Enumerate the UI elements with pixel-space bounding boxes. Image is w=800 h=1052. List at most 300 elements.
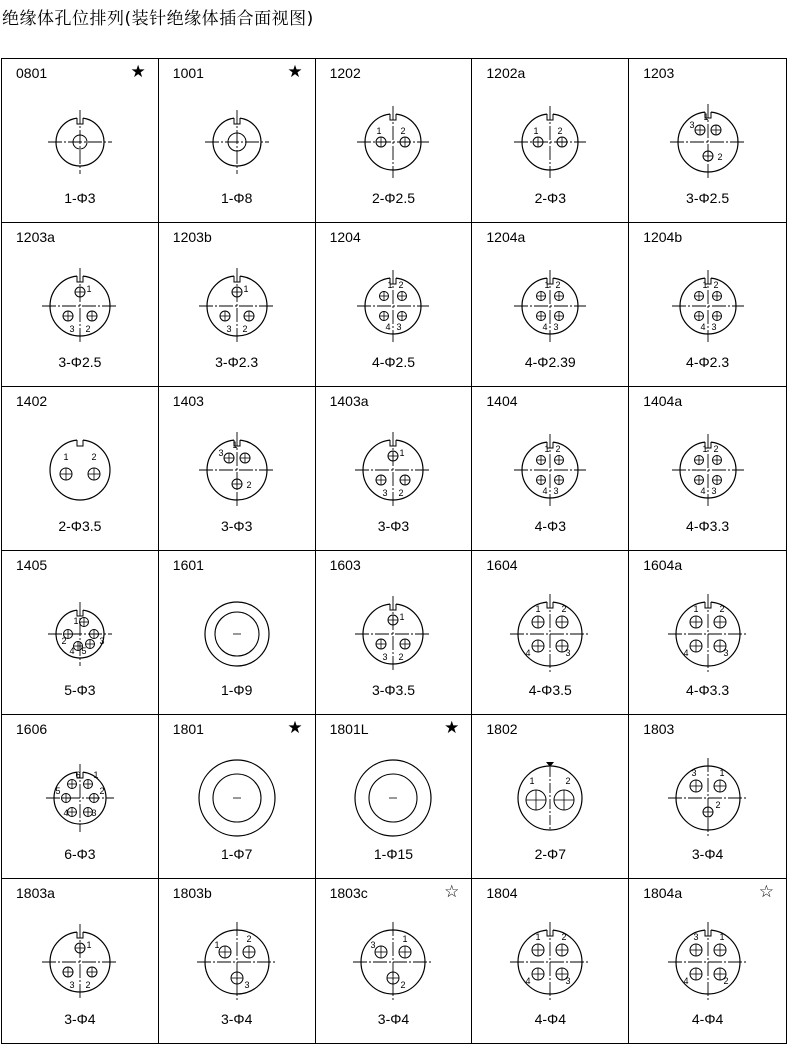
insulator-outline <box>355 596 431 672</box>
insulator-outline <box>42 924 118 1000</box>
pin-hole <box>712 292 721 301</box>
layout-code: 1403a <box>329 393 369 409</box>
pin-hole <box>87 311 97 321</box>
pin-number-label: 2 <box>713 280 719 290</box>
pin-hole <box>714 780 726 792</box>
pin-number-label: 1 <box>214 940 220 950</box>
layout-code: 1804a <box>643 885 683 901</box>
pin-hole <box>537 456 546 465</box>
pin-layout-diagram <box>25 579 135 689</box>
pin-hole <box>89 630 98 639</box>
pin-hole <box>375 946 387 958</box>
connector-cell-1603 <box>316 551 473 715</box>
pin-hole <box>703 807 713 817</box>
pin-hole <box>533 137 543 147</box>
pin-hole <box>695 125 705 135</box>
pin-number-label: 2 <box>398 280 404 290</box>
pin-number-label: 2 <box>561 932 567 942</box>
connector-cell-1801L <box>316 715 473 879</box>
layout-code: 1405 <box>16 557 48 573</box>
pin-layout-diagram <box>338 251 448 361</box>
pin-hole <box>243 946 255 958</box>
connector-cell-1203a <box>2 223 159 387</box>
layout-code: 1606 <box>16 721 48 737</box>
connector-cell-0801 <box>2 59 159 223</box>
pin-layout-diagram <box>653 743 763 853</box>
pin-layout-diagram <box>338 743 448 853</box>
pin-spec: 2-Φ3 <box>534 190 566 206</box>
pin-number-label: 1 <box>703 112 709 122</box>
layout-code: 0801 <box>16 65 48 81</box>
pin-number-label: 3 <box>689 120 695 130</box>
connector-cell-1803 <box>629 715 786 879</box>
page-title: 绝缘体孔位排列(装针绝缘体插合面视图) <box>2 9 314 29</box>
layout-code: 1402 <box>16 393 48 409</box>
pin-hole <box>555 292 564 301</box>
pin-spec: 3-Φ2.5 <box>686 190 730 206</box>
pin-hole <box>554 790 574 810</box>
pin-hole <box>380 312 389 321</box>
pin-layout-diagram <box>182 579 292 689</box>
pin-hole <box>60 468 72 480</box>
pin-spec: 1-Φ7 <box>220 846 253 862</box>
insulator-outline <box>357 106 429 178</box>
pin-hole <box>75 287 85 297</box>
pin-layout-diagram <box>653 251 763 361</box>
pin-spec: 4-Φ3.5 <box>528 682 572 698</box>
pin-number-label: 2 <box>557 126 563 136</box>
layout-code: 1604a <box>643 557 683 573</box>
pin-number-label: 1 <box>232 440 238 450</box>
pin-layout-diagram <box>338 907 448 1017</box>
pin-number-label: 2 <box>555 444 561 454</box>
pin-number-label: 1 <box>376 126 382 136</box>
layout-code: 1204a <box>486 229 526 245</box>
pin-number-label: 4 <box>525 648 531 658</box>
connector-cell-1404 <box>472 387 629 551</box>
pin-number-label: 2 <box>61 636 67 646</box>
connector-cell-1802 <box>472 715 629 879</box>
layout-code: 1404 <box>486 393 518 409</box>
layout-code: 1203 <box>643 65 675 81</box>
pin-spec: 1-Φ15 <box>373 846 414 862</box>
insulator-outline <box>672 270 744 342</box>
connector-cell-1804a <box>629 879 786 1043</box>
pin-layout-diagram <box>25 743 135 853</box>
pin-hole <box>537 312 546 321</box>
pin-layout-diagram <box>182 743 292 853</box>
layout-code: 1803 <box>643 721 675 737</box>
hollow-star-icon: ☆ <box>758 882 774 902</box>
layout-code: 1202 <box>329 65 361 81</box>
pin-number-label: 1 <box>387 280 393 290</box>
pin-hole <box>63 967 73 977</box>
pin-number-label: 3 <box>693 932 699 942</box>
pin-hole <box>714 616 726 628</box>
filled-star-icon: ★ <box>287 62 303 82</box>
pin-spec: 3-Φ4 <box>64 1011 96 1027</box>
pin-spec: 4-Φ3.3 <box>686 518 730 534</box>
connector-cell-1604 <box>472 551 629 715</box>
pin-number-label: 2 <box>91 452 97 462</box>
pin-number-label: 1 <box>402 934 408 944</box>
pin-layout-diagram <box>653 907 763 1017</box>
pin-hole <box>232 479 242 489</box>
layout-code: 1202a <box>486 65 526 81</box>
pin-hole <box>555 312 564 321</box>
layout-code: 1801 <box>172 721 204 737</box>
pin-spec: 3-Φ4 <box>691 846 724 862</box>
pin-number-label: 1 <box>544 280 550 290</box>
pin-hole <box>75 943 85 953</box>
pin-spec: 6-Φ3 <box>64 846 96 862</box>
insulator-outline <box>42 268 118 344</box>
pin-number-label: 1 <box>73 616 79 626</box>
connector-cell-1001 <box>159 59 316 223</box>
pin-hole <box>376 639 386 649</box>
pin-number-label: 3 <box>69 980 75 990</box>
pin-number-label: 1 <box>693 604 699 614</box>
insulator-outline <box>514 106 586 178</box>
pin-hole <box>400 137 410 147</box>
pin-hole <box>712 312 721 321</box>
insulator-outline <box>357 270 429 342</box>
connector-cell-1202a <box>472 59 629 223</box>
insulator-outline <box>50 439 110 500</box>
pin-spec: 3-Φ4 <box>377 1011 410 1027</box>
connector-cell-1803b <box>159 879 316 1043</box>
pin-hole <box>400 475 410 485</box>
pin-spec: 2-Φ2.5 <box>371 190 416 206</box>
pin-hole <box>690 944 702 956</box>
pin-hole <box>388 451 398 461</box>
pin-hole <box>690 968 702 980</box>
pin-hole <box>690 780 702 792</box>
pin-number-label: 2 <box>246 480 252 490</box>
filled-star-icon: ★ <box>287 718 303 738</box>
pin-number-label: 3 <box>91 808 97 818</box>
pin-number-label: 3 <box>382 652 388 662</box>
pin-hole <box>376 137 386 147</box>
pin-hole <box>61 794 70 803</box>
layout-code: 1203b <box>172 229 212 245</box>
pin-number-label: 4 <box>542 322 548 332</box>
layout-code: 1203a <box>16 229 55 245</box>
insulator-outline <box>510 922 590 1002</box>
pin-hole <box>555 476 564 485</box>
pin-hole <box>387 972 399 984</box>
pin-hole <box>555 456 564 465</box>
pin-number-label: 4 <box>700 486 706 496</box>
insulator-outline <box>199 268 275 344</box>
pin-hole <box>244 311 254 321</box>
pin-spec: 3-Φ3.5 <box>371 682 416 698</box>
pin-layout-diagram <box>495 87 605 197</box>
pin-number-label: 3 <box>723 648 729 658</box>
pin-spec: 1-Φ9 <box>220 682 253 698</box>
pin-number-label: 2 <box>561 604 567 614</box>
pin-layout-diagram <box>495 907 605 1017</box>
pin-spec: 4-Φ2.3 <box>686 354 730 370</box>
pin-hole <box>63 311 73 321</box>
pin-hole <box>712 476 721 485</box>
pin-number-label: 3 <box>244 980 250 990</box>
pin-hole <box>83 780 92 789</box>
pin-number-label: 2 <box>723 976 729 986</box>
connector-cell-1203 <box>629 59 786 223</box>
pin-spec: 1-Φ8 <box>220 190 253 206</box>
pin-number-label: 3 <box>99 636 105 646</box>
pin-spec: 2-Φ7 <box>534 846 566 862</box>
pin-hole <box>694 476 703 485</box>
connector-cell-1404a <box>629 387 786 551</box>
insulator-outline <box>353 922 433 1002</box>
pin-hole <box>556 944 568 956</box>
pin-spec: 2-Φ3.5 <box>58 518 102 534</box>
pin-number-label: 1 <box>86 940 92 950</box>
pin-number-label: 2 <box>565 776 571 786</box>
pin-hole <box>537 292 546 301</box>
insulator-outline <box>48 110 112 174</box>
pin-number-label: 1 <box>535 932 541 942</box>
pin-layout-diagram <box>182 87 292 197</box>
pin-number-label: 4 <box>683 976 689 986</box>
pin-hole <box>694 456 703 465</box>
pin-layout-diagram <box>182 251 292 361</box>
pin-number-label: 2 <box>398 652 404 662</box>
pin-layout-diagram <box>338 579 448 689</box>
pin-number-label: 2 <box>85 324 91 334</box>
pin-number-label: 1 <box>533 126 539 136</box>
pin-hole <box>712 456 721 465</box>
pin-hole <box>88 468 100 480</box>
pin-hole <box>532 968 544 980</box>
pin-number-label: 2 <box>242 324 248 334</box>
pin-hole <box>232 287 242 297</box>
pin-number-label: 2 <box>715 800 721 810</box>
pin-number-label: 2 <box>713 444 719 454</box>
pin-spec: 1-Φ3 <box>64 190 96 206</box>
pin-layout-diagram <box>495 251 605 361</box>
pin-hole <box>557 137 567 147</box>
layout-code: 1204 <box>329 229 361 245</box>
insulator-outline <box>197 922 277 1002</box>
connector-cell-1804 <box>472 879 629 1043</box>
connector-cell-1604a <box>629 551 786 715</box>
pin-number-label: 1 <box>86 284 92 294</box>
pin-number-label: 1 <box>535 604 541 614</box>
pin-layout-diagram <box>653 415 763 525</box>
connector-cell-1405 <box>2 551 159 715</box>
connector-cell-1601 <box>159 551 316 715</box>
pin-number-label: 2 <box>719 604 725 614</box>
pin-hole <box>690 616 702 628</box>
pin-number-label: 2 <box>99 786 105 796</box>
pin-hole <box>399 946 411 958</box>
insulator-outline <box>514 270 586 342</box>
connector-cell-1803c <box>316 879 473 1043</box>
pin-number-label: 3 <box>69 324 75 334</box>
pin-spec: 3-Φ2.3 <box>215 354 259 370</box>
filled-star-icon: ★ <box>130 62 146 82</box>
pin-number-label: 3 <box>565 648 571 658</box>
pin-number-label: 2 <box>246 934 252 944</box>
pin-hole <box>694 292 703 301</box>
pin-spec: 4-Φ2.5 <box>371 354 416 370</box>
connector-cell-1204b <box>629 223 786 387</box>
pin-number-label: 3 <box>553 322 559 332</box>
pin-spec: 3-Φ4 <box>220 1011 253 1027</box>
layout-code: 1001 <box>172 65 204 81</box>
pin-number-label: 3 <box>226 324 232 334</box>
connector-cell-1203b <box>159 223 316 387</box>
pin-hole <box>532 640 544 652</box>
connector-cell-1202 <box>316 59 473 223</box>
pin-number-label: 3 <box>691 768 697 778</box>
pin-hole <box>224 453 234 463</box>
pin-number-label: 6 <box>75 770 81 780</box>
pin-hole <box>67 808 76 817</box>
pin-layout-diagram <box>653 579 763 689</box>
pin-spec: 4-Φ4 <box>691 1011 724 1027</box>
pin-number-label: 3 <box>396 322 402 332</box>
pin-number-label: 1 <box>719 932 725 942</box>
pin-layout-diagram <box>25 415 135 525</box>
pin-number-label: 3 <box>553 486 559 496</box>
pin-layout-diagram <box>338 87 448 197</box>
pin-layout-diagram <box>495 415 605 525</box>
pin-hole <box>400 639 410 649</box>
layout-code: 1604 <box>486 557 518 573</box>
hollow-star-icon: ☆ <box>444 882 460 902</box>
pin-spec: 4-Φ4 <box>534 1011 566 1027</box>
layout-code: 1403 <box>172 393 204 409</box>
pin-hole <box>532 944 544 956</box>
pin-hole <box>537 476 546 485</box>
pin-layout-diagram <box>495 579 605 689</box>
pin-hole <box>398 312 407 321</box>
pin-number-label: 4 <box>542 486 548 496</box>
pin-hole <box>714 944 726 956</box>
pin-spec: 4-Φ3 <box>534 518 566 534</box>
pin-layout-diagram <box>653 87 763 197</box>
pin-hole <box>87 967 97 977</box>
pin-number-label: 3 <box>711 322 717 332</box>
pin-number-label: 3 <box>711 486 717 496</box>
pin-number-label: 1 <box>544 444 550 454</box>
pin-number-label: 1 <box>243 284 249 294</box>
pin-hole <box>240 453 250 463</box>
insulator-outline <box>205 110 269 174</box>
pin-hole <box>89 794 98 803</box>
pin-hole <box>703 151 713 161</box>
pin-hole <box>376 475 386 485</box>
pin-hole <box>220 311 230 321</box>
connector-cell-1803a <box>2 879 159 1043</box>
pin-hole <box>231 972 243 984</box>
pin-hole <box>67 780 76 789</box>
pin-number-label: 3 <box>218 448 224 458</box>
pin-number-label: 1 <box>93 770 99 780</box>
pin-layout-diagram <box>338 415 448 525</box>
insulator-outline <box>672 434 744 506</box>
pin-spec: 4-Φ3.3 <box>686 682 730 698</box>
pin-hole <box>79 618 88 627</box>
filled-star-icon: ★ <box>444 718 460 738</box>
pin-layout-diagram <box>25 251 135 361</box>
layout-code: 1404a <box>643 393 683 409</box>
layout-code: 1601 <box>172 557 204 573</box>
pin-number-label: 3 <box>382 488 388 498</box>
pin-number-label: 2 <box>400 126 406 136</box>
layout-code: 1204b <box>643 229 683 245</box>
pin-spec: 4-Φ2.39 <box>524 354 576 370</box>
insulator-outline <box>668 922 748 1002</box>
connector-cell-1402 <box>2 387 159 551</box>
pin-hole <box>711 125 721 135</box>
connector-cell-1204a <box>472 223 629 387</box>
pin-spec: 3-Φ3 <box>377 518 410 534</box>
layout-code: 1801L <box>329 721 369 737</box>
connector-layout-grid <box>1 58 787 1044</box>
pin-number-label: 2 <box>717 152 723 162</box>
pin-spec: 3-Φ2.5 <box>58 354 102 370</box>
pin-number-label: 5 <box>81 646 87 656</box>
pin-number-label: 1 <box>719 768 725 778</box>
pin-number-label: 4 <box>700 322 706 332</box>
pin-spec: 5-Φ3 <box>64 682 96 698</box>
pin-hole <box>532 616 544 628</box>
pin-number-label: 3 <box>565 976 571 986</box>
pin-hole <box>85 640 94 649</box>
layout-code: 1804 <box>486 885 518 901</box>
pin-layout-diagram <box>25 907 135 1017</box>
pin-number-label: 4 <box>63 808 69 818</box>
pin-number-label: 4 <box>385 322 391 332</box>
pin-number-label: 1 <box>63 452 69 462</box>
pin-number-label: 1 <box>399 448 405 458</box>
pin-number-label: 2 <box>555 280 561 290</box>
connector-cell-1606 <box>2 715 159 879</box>
pin-hole <box>219 946 231 958</box>
connector-cell-1403 <box>159 387 316 551</box>
insulator-outline <box>514 434 586 506</box>
pin-number-label: 5 <box>55 786 61 796</box>
insulator-outline <box>668 758 748 838</box>
pin-number-label: 1 <box>702 444 708 454</box>
layout-code: 1603 <box>329 557 361 573</box>
insulator-outline <box>510 594 590 674</box>
pin-hole <box>388 615 398 625</box>
insulator-outline <box>668 594 748 674</box>
pin-spec: 3-Φ3 <box>220 518 253 534</box>
insulator-outline <box>355 432 431 508</box>
pin-layout-diagram <box>495 743 605 853</box>
connector-cell-1403a <box>316 387 473 551</box>
pin-layout-diagram <box>182 907 292 1017</box>
pin-number-label: 2 <box>85 980 91 990</box>
pin-hole <box>690 640 702 652</box>
pin-number-label: 1 <box>399 612 405 622</box>
pin-number-label: 2 <box>398 488 404 498</box>
pin-layout-diagram <box>182 415 292 525</box>
layout-code: 1803c <box>329 885 368 901</box>
pin-number-label: 1 <box>702 280 708 290</box>
pin-number-label: 2 <box>400 980 406 990</box>
pin-layout-diagram <box>25 87 135 197</box>
pin-number-label: 4 <box>683 648 689 658</box>
pin-number-label: 3 <box>370 940 376 950</box>
